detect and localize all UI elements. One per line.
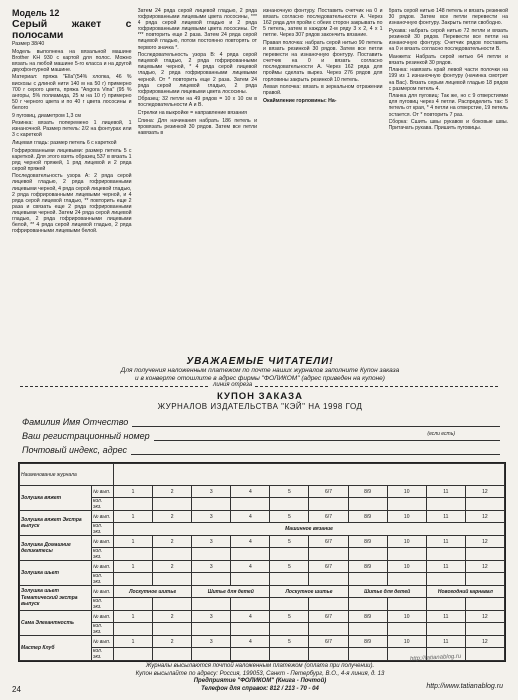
month-number: 6/7 — [309, 486, 348, 498]
theme-label: Шитье для детей — [348, 586, 426, 598]
issue-label: № вып. — [92, 586, 114, 598]
theme-label: Новогодний карнавал — [426, 586, 504, 598]
month-number: 5 — [270, 561, 309, 573]
month-number: 11 — [426, 511, 465, 523]
copies-cell[interactable] — [465, 573, 504, 586]
reg-number-hint: (если есть) — [427, 431, 455, 437]
cut-line — [20, 386, 498, 387]
month-number: 4 — [231, 636, 270, 648]
notice-heading: УВАЖАЕМЫЕ ЧИТАТЕЛИ! — [186, 356, 334, 367]
name-field-label: Фамилия Имя Отчество — [22, 417, 129, 427]
reg-number-field[interactable] — [22, 428, 500, 441]
copies-label: кол. экз. — [92, 573, 114, 586]
article-column-1 — [12, 8, 132, 358]
copies-cell[interactable] — [348, 598, 387, 611]
name-field[interactable] — [22, 414, 500, 427]
article-paragraph: Резинка: вязать поперемено 1 лицевой, 1 изнаночной. Размер петель: 2/2 на фонтурах или 3 с кареткой — [12, 120, 132, 139]
article-paragraph: Затем 24 ряда серой лицевой гладью, 2 ряда гофрированными лицевыми цвета лососины, *** 4 ряда серой лицевой гладью и 2 ряда гофрированными лицевыми цвета лососины. От *** повторить еще 2 раза. Затем 24 ряда серой лицевой гладью, потом постоянно повторять от первого значка *. — [137, 8, 257, 51]
article-paragraph: Окаймление горловины: На- — [263, 97, 337, 104]
copies-row — [20, 523, 505, 536]
copies-cell[interactable] — [231, 548, 270, 561]
month-number: 3 — [192, 636, 231, 648]
article-column-4 — [389, 8, 509, 358]
header-spacer — [114, 464, 505, 486]
copies-cell[interactable] — [153, 498, 192, 511]
journal-row — [20, 511, 505, 523]
article-columns — [12, 8, 508, 358]
article-paragraph: Левая полочка: вязать в зеркальном отражении правой. — [263, 84, 383, 97]
copies-cell[interactable] — [309, 548, 348, 561]
reg-number-line[interactable] — [154, 431, 500, 441]
copies-cell[interactable] — [114, 648, 153, 661]
address-line[interactable] — [131, 445, 500, 455]
copies-cell[interactable] — [426, 498, 465, 511]
article-column-3 — [263, 8, 383, 358]
copies-cell[interactable] — [348, 648, 387, 661]
copies-label: кол. экз. — [92, 648, 114, 661]
issue-label: № вып. — [92, 486, 114, 498]
month-number: 3 — [192, 486, 231, 498]
article-paragraph: Лицевая гладь: размер петель 6 с кареткой — [12, 139, 117, 146]
model-number: Модель 12 — [12, 8, 60, 18]
journal-row — [20, 536, 505, 548]
month-number: 8/9 — [348, 611, 387, 623]
article-paragraph: Размер 38/40 — [12, 41, 45, 47]
month-number: 3 — [192, 511, 231, 523]
article-paragraph: Гофрированными лицевыми: размер петель 5 с кареткой. Для этого взять образец 537 в вязать 1 ряд черной пряжей, 1 ряд лицевой и 2 ряда серой пряжей — [12, 147, 132, 172]
month-number: 1 — [114, 536, 153, 548]
copies-label: кол. экз. — [92, 548, 114, 561]
theme-label: Лоскутное шитье — [114, 586, 192, 598]
copies-cell[interactable] — [270, 598, 309, 611]
journal-header: Наименование журнала — [20, 464, 114, 486]
month-number: 10 — [387, 536, 426, 548]
copies-cell[interactable] — [348, 548, 387, 561]
copies-cell[interactable] — [192, 573, 231, 586]
month-number: 12 — [465, 561, 504, 573]
address-field[interactable] — [22, 442, 500, 455]
journal-name: Золушка Домашние деликатесы — [20, 536, 92, 561]
article-paragraph: Стрелки на выкройке = направление вязания — [137, 110, 247, 116]
reader-notice — [40, 356, 480, 382]
copies-cell[interactable] — [114, 573, 153, 586]
copies-cell[interactable] — [309, 498, 348, 511]
name-field-line[interactable] — [132, 417, 500, 427]
copies-cell[interactable] — [465, 623, 504, 636]
month-number: 4 — [231, 611, 270, 623]
copies-cell[interactable] — [114, 498, 153, 511]
copies-cell[interactable] — [231, 623, 270, 636]
copies-cell[interactable] — [465, 498, 504, 511]
month-number: 5 — [270, 486, 309, 498]
month-number: 5 — [270, 636, 309, 648]
copies-cell[interactable] — [192, 498, 231, 511]
copies-cell[interactable] — [465, 598, 504, 611]
cut-line-label: линия отреза — [210, 382, 255, 388]
copies-cell[interactable] — [153, 648, 192, 661]
copies-cell[interactable] — [231, 648, 270, 661]
copies-cell[interactable] — [348, 573, 387, 586]
month-number: 6/7 — [309, 636, 348, 648]
journal-name: Сама Элегантность — [20, 611, 92, 636]
article-title: Серый жакет с полосами — [12, 18, 132, 41]
article-paragraph: брать серой нитью 148 петель и вязать резинкой 30 рядов. Затем все петли перевести на изнаночную фонтуру. Закрыть петли свободно. — [388, 8, 508, 27]
month-number: 2 — [153, 511, 192, 523]
copies-cell[interactable] — [192, 548, 231, 561]
month-number: 5 — [270, 611, 309, 623]
copies-cell[interactable] — [192, 623, 231, 636]
copies-label: кол. экз. — [92, 498, 114, 511]
footer-line-1: Журналы высылаются почтой наложенным платежом (оплата при получении). — [145, 663, 375, 669]
journal-name: Золушка шьет — [20, 561, 92, 586]
month-number: 1 — [114, 561, 153, 573]
order-table — [18, 462, 506, 662]
month-number: 2 — [153, 636, 192, 648]
month-number: 1 — [114, 511, 153, 523]
journal-name: Золушка шьет Тематический экстра выпуск — [20, 586, 92, 611]
issue-label: № вып. — [92, 561, 114, 573]
journal-row — [20, 636, 505, 648]
copies-cell[interactable] — [309, 573, 348, 586]
reg-number-label: Ваш регистрационный номер — [22, 431, 150, 441]
month-number: 2 — [153, 536, 192, 548]
copies-cell[interactable] — [231, 573, 270, 586]
coupon-title: КУПОН ЗАКАЗА — [217, 391, 303, 402]
copies-cell[interactable] — [387, 573, 426, 586]
copies-label: кол. экз. — [92, 598, 114, 611]
month-number: 2 — [153, 611, 192, 623]
month-number: 10 — [387, 511, 426, 523]
article-paragraph: Планка для пуговиц: Так же, но с 9 отверстиями для пуговиц через 4 петли. Распределить так: 5 петель от края, * 4 петли на отверстие, 19 петель остается. От * повторить 7 раз. — [388, 93, 508, 118]
article-paragraph: изнаночную фонтуру. Поставить счетчик на 0 и вязать согласно последовательности А. Через 162 ряда для пройм с обеих сторон закрывать по 5 петель, затем в каждом 2-м ряду 3 х 2, 4 х 1 петле. Через 307 рядов закончить вязание. — [263, 8, 383, 39]
article-paragraph: Последовательность узора А: 2 ряда серой лицевой гладью, 2 ряда гофрированными лицевыми черной, 4 ряда серой лицевой гладью, 2 ряда гофрированными лицевыми черной, и 4 ряда серой лицевой гладью, ** повторить еще 2 раза и связать еще 2 ряда гофрированными лицевыми черной. Затем 24 ряда серой лицевой гладью, 2 ряда гофрированными лицевыми белой, ** 4 ряда серой лицевой гладью, 2 ряда гофрированными лицевыми белой. — [12, 173, 132, 235]
article-paragraph: Модель выполнена на вязальной машине Brother KH 930 с картой для полос. Можно вязать на любой машине 5-го класса и на другой двухфонтурной машине. — [12, 48, 132, 73]
article-paragraph: Рукава: набрать серой нитью 72 петли и вязать резинкой 30 рядов. Перевести все петли на изнаночную фонтуру. Счетчик рядов поставить на 0 и вязать согласно последовательности В. — [388, 27, 508, 53]
notice-line-2: и в конверте отошлите в адрес фирмы "ФОЛИКОМ" (адрес приведен на купоне) — [135, 374, 385, 382]
copies-cell[interactable] — [270, 648, 309, 661]
month-number: 12 — [465, 536, 504, 548]
month-number: 10 — [387, 611, 426, 623]
article-paragraph: Последовательность узора В: 4 ряда серой лицевой гладью, 2 ряда гофрированными лицевыми черной, * 4 ряда серой лицевой гладью, 2 ряда гофрированными лицевыми черной. От * повторить еще 2 раза. Затем 24 ряда серой лицевой гладью, 2 ряда гофрированными лицевыми цвета лососины. — [137, 52, 257, 95]
month-number: 4 — [231, 561, 270, 573]
month-number: 6/7 — [309, 511, 348, 523]
month-number: 12 — [465, 611, 504, 623]
journal-name: Мастер Клуб — [20, 636, 92, 661]
copies-cell[interactable] — [270, 548, 309, 561]
article-paragraph: Планка: навязать край левой части полочки на 199 из 1 изнаночную фонтуру (начинка смотрит на Вас). Вязать серым лицевой гладью 18 рядов с размером петель 4. — [388, 67, 508, 92]
notice-line-1: Для получения наложенным платежом по почте наших журналов заполните Купон заказа — [120, 367, 400, 374]
journal-name: Золушка вяжет Экстра выпуск — [20, 511, 92, 536]
month-number: 1 — [114, 486, 153, 498]
copies-cell[interactable] — [426, 573, 465, 586]
month-number: 11 — [426, 561, 465, 573]
copies-cell[interactable] — [231, 498, 270, 511]
copies-cell[interactable] — [114, 548, 153, 561]
article-paragraph: 9 пуговиц, диаметром 1,3 см — [12, 112, 81, 119]
journal-row — [20, 586, 505, 598]
month-number: 11 — [426, 636, 465, 648]
month-number: 10 — [387, 561, 426, 573]
copies-cell[interactable] — [114, 598, 153, 611]
copies-row — [20, 498, 505, 511]
month-number: 6/7 — [309, 611, 348, 623]
month-number: 4 — [231, 486, 270, 498]
theme-label: Лоскутное шитье — [270, 586, 348, 598]
month-number: 5 — [270, 511, 309, 523]
copies-cell[interactable] — [192, 598, 231, 611]
month-number: 1 — [114, 611, 153, 623]
month-number: 12 — [465, 486, 504, 498]
month-number: 6/7 — [309, 561, 348, 573]
address-label: Почтовый индекс, адрес — [22, 445, 127, 455]
copies-cell[interactable] — [231, 598, 270, 611]
coupon-subtitle: ЖУРНАЛОВ ИЗДАТЕЛЬСТВА "КЭЙ" НА 1998 ГОД — [157, 402, 363, 411]
month-number: 3 — [192, 611, 231, 623]
article-paragraph: Правая полочка: набрать серой нитью 90 петель и вязать резинкой 30 рядов. Затем все петли перевести на изнаночную фонтуру. Поставить счетчик на 0 и вязать согласно последовательности А. Через 162 ряда для проймы сделать вырез. Через 276 рядов для горловины закрыть резинкой 10 петель. — [263, 39, 383, 83]
copies-cell[interactable] — [348, 498, 387, 511]
copies-cell[interactable] — [426, 623, 465, 636]
copies-cell[interactable] — [465, 648, 504, 661]
copies-label: кол. экз. — [92, 523, 114, 536]
copies-cell[interactable] — [387, 598, 426, 611]
copies-cell[interactable] — [270, 573, 309, 586]
month-number: 1 — [114, 636, 153, 648]
copies-cell[interactable] — [114, 623, 153, 636]
month-number: 5 — [270, 536, 309, 548]
article-paragraph: Образец: 32 петли на 49 рядов = 10 х 10 см в последовательности А и В. — [137, 96, 257, 109]
issue-label: № вып. — [92, 611, 114, 623]
month-number: 6/7 — [309, 536, 348, 548]
month-number: 8/9 — [348, 511, 387, 523]
month-number: 12 — [465, 511, 504, 523]
copies-row — [20, 598, 505, 611]
month-number: 2 — [153, 486, 192, 498]
copies-cell[interactable] — [348, 623, 387, 636]
article-paragraph: Спина: Для начинания набрать 186 петель и провязать резинкой 30 рядов. Затем все петли навязать в — [137, 117, 257, 136]
month-number: 2 — [153, 561, 192, 573]
copies-cell[interactable] — [153, 573, 192, 586]
footer-line-4: Телефон для справок: 812 / 213 - 70 - 04 — [201, 685, 319, 692]
copies-cell[interactable] — [426, 548, 465, 561]
copies-cell[interactable] — [270, 623, 309, 636]
copies-cell[interactable] — [387, 498, 426, 511]
copies-cell[interactable] — [309, 598, 348, 611]
journal-name: Золушка вяжет — [20, 486, 92, 511]
copies-cell[interactable] — [426, 598, 465, 611]
month-number: 10 — [387, 486, 426, 498]
journal-row — [20, 611, 505, 623]
month-number: 8/9 — [348, 561, 387, 573]
copies-row — [20, 573, 505, 586]
watermark-faint: http://tatianablog.ru — [409, 653, 462, 663]
theme-label: Шитье для детей — [192, 586, 270, 598]
month-number: 4 — [231, 536, 270, 548]
month-number: 10 — [387, 636, 426, 648]
article-column-2 — [138, 8, 258, 358]
copies-cell[interactable] — [192, 648, 231, 661]
month-number: 11 — [426, 486, 465, 498]
copies-cell[interactable] — [465, 548, 504, 561]
copies-row — [20, 623, 505, 636]
copies-cell[interactable] — [270, 498, 309, 511]
month-number: 4 — [231, 511, 270, 523]
copies-label: кол. экз. — [92, 623, 114, 636]
journal-row — [20, 486, 505, 498]
copies-cell[interactable] — [153, 548, 192, 561]
watermark-url: http://www.tatianablog.ru — [426, 683, 503, 690]
month-number: 11 — [426, 536, 465, 548]
copies-cell[interactable] — [309, 623, 348, 636]
footer-line-2: Купон высылайте по адресу: Россия, 199053, Санкт - Петербург, В.О., 4-я линия, д. 13 — [135, 670, 385, 677]
article-paragraph: Материал: пряжа "Ella"(54% хлопка, 46 % вискозы с длиной нити 140 м на 50 г) примерно 700 г серого цвета, пряжа "Angora Vina" (95 % ангоры, 5% полиамида, 25 м на 10 г) примерно 50 г черного цвета и по 40 г цвета лососины и белого — [12, 74, 132, 111]
month-number: 3 — [192, 561, 231, 573]
month-number: 3 — [192, 536, 231, 548]
issue-label: № вып. — [92, 511, 114, 523]
month-number: 8/9 — [348, 636, 387, 648]
copies-cell[interactable] — [387, 548, 426, 561]
month-number: 8/9 — [348, 536, 387, 548]
article-paragraph: Манжета: Набрать серой нитью 64 петли и вязать резинкой 30 рядов. — [388, 53, 508, 66]
journal-row — [20, 561, 505, 573]
copies-cell[interactable] — [153, 623, 192, 636]
issue-label: № вып. — [92, 536, 114, 548]
month-number: 8/9 — [348, 486, 387, 498]
article-paragraph: Сборка: Сшить швы рукавов и боковые швы. Притачать рукава. Пришить пуговицы. — [388, 119, 508, 132]
issue-label: № вып. — [92, 636, 114, 648]
month-number: 12 — [465, 636, 504, 648]
copies-cell[interactable] — [309, 648, 348, 661]
machine-knitting-label: Машинное вязание — [114, 523, 505, 536]
month-number: 11 — [426, 611, 465, 623]
footer-line-3: Предприятие "ФОЛИКОМ" (Книга - Почтой) — [193, 678, 327, 684]
copies-cell[interactable] — [153, 598, 192, 611]
page-number: 24 — [12, 685, 21, 694]
copies-cell[interactable] — [387, 623, 426, 636]
copies-row — [20, 548, 505, 561]
